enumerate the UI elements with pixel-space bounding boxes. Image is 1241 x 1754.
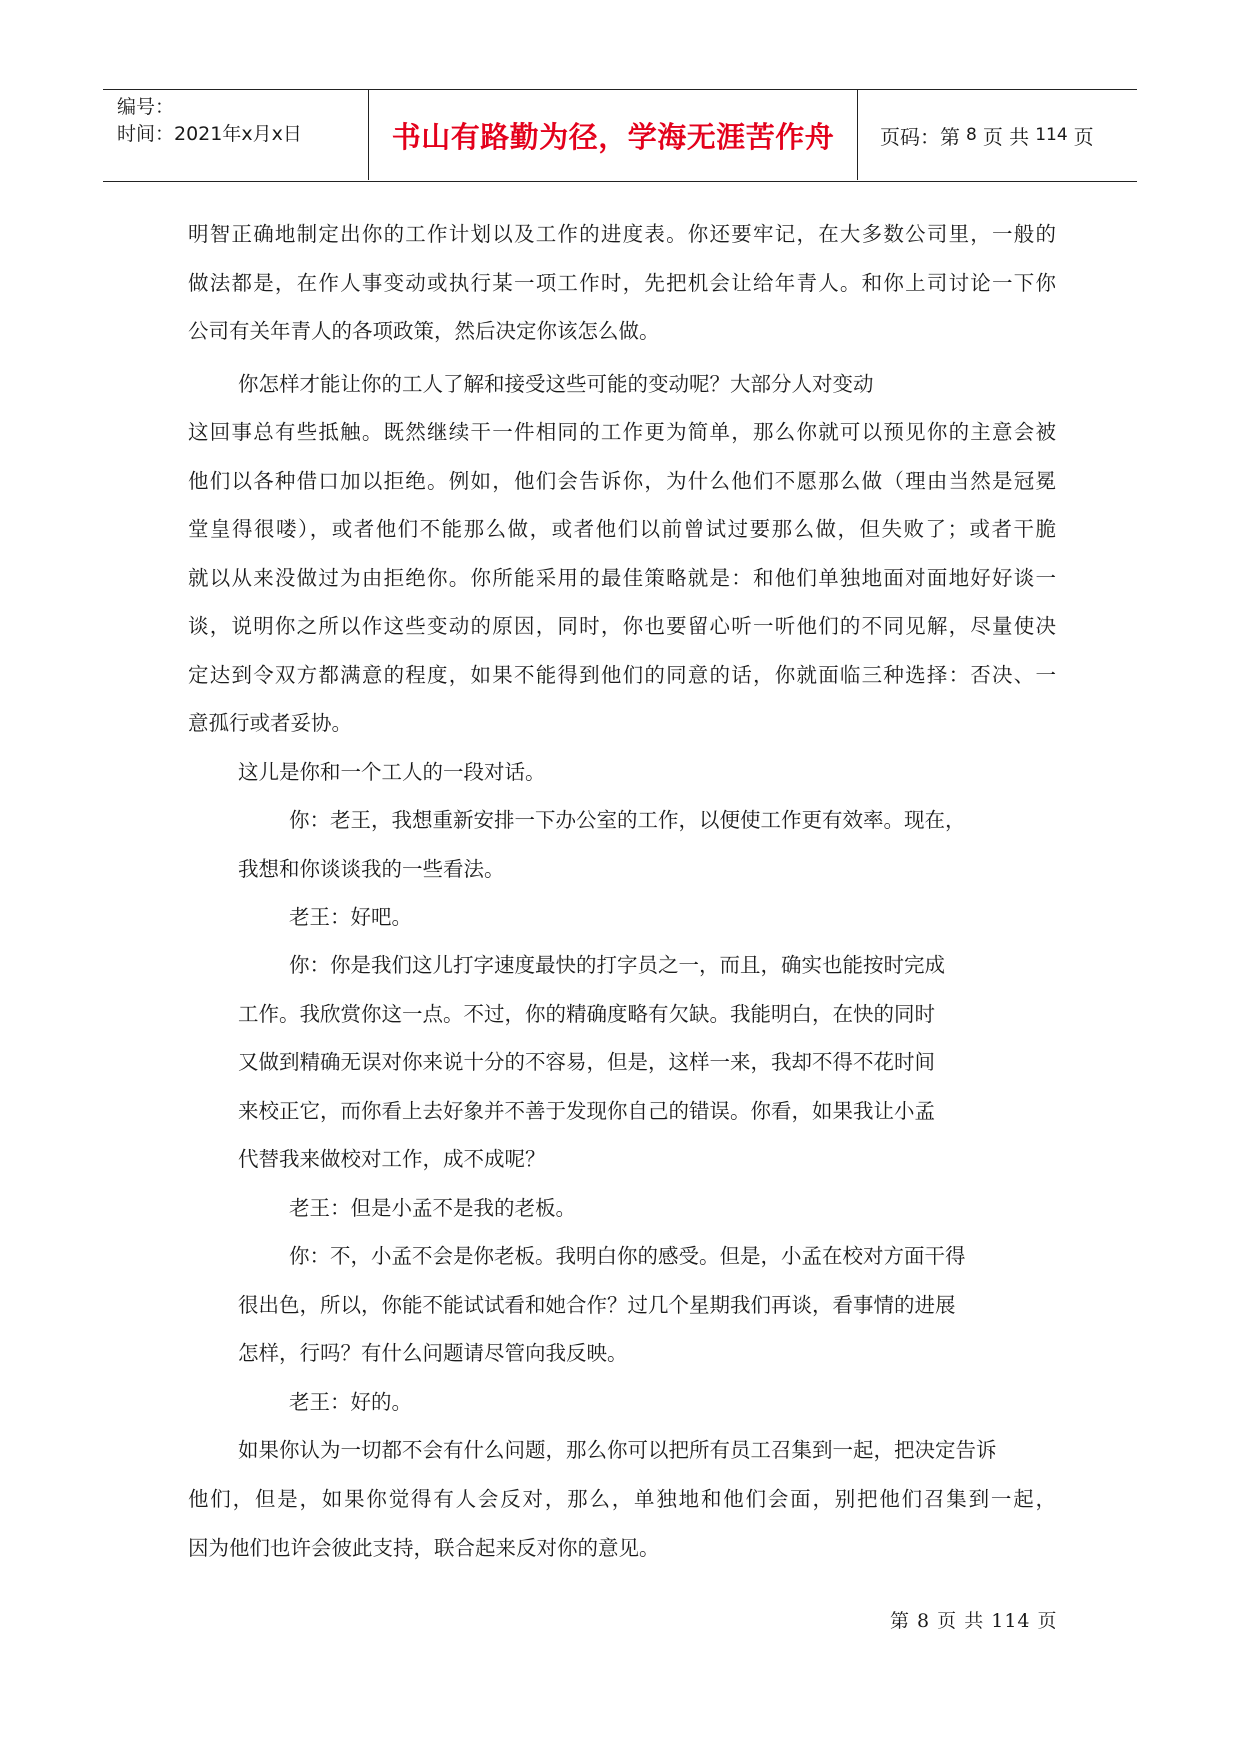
- text-line: 定达到令双方都满意的程度，如果不能得到他们的同意的话，你就面临三种选择：否决、一: [188, 662, 1056, 687]
- page-current: 8: [966, 125, 977, 145]
- dialogue-3-line: 工作。我欣赏你这一点。不过，你的精确度略有欠缺。我能明白，在快的同时: [238, 1002, 935, 1026]
- text-line: 做法都是，在作人事变动或执行某一项工作时，先把机会让给年青人。和你上司讨论一下你: [188, 270, 1056, 295]
- document-number-label: 编号：: [117, 96, 175, 118]
- dialogue-2: 老王：好吧。: [289, 905, 412, 929]
- page-prefix: 页码：第: [880, 124, 960, 149]
- dialogue-6: 老王：好的。: [289, 1390, 412, 1414]
- page-suffix: 页: [1073, 124, 1094, 149]
- text-line: 就以从来没做过为由拒绝你。你所能采用的最佳策略就是：和他们单独地面对面地好好谈一: [188, 565, 1056, 590]
- text-line: 公司有关年青人的各项政策，然后决定你该怎么做。: [188, 319, 660, 343]
- dialogue-3-line: 又做到精确无误对你来说十分的不容易，但是，这样一来，我却不得不花时间: [238, 1050, 935, 1074]
- text-line: 他们以各种借口加以拒绝。例如，他们会告诉你，为什么他们不愿那么做（理由当然是冠冕: [188, 468, 1056, 493]
- paragraph-1: [188, 210, 1056, 356]
- page-header: [103, 89, 1137, 182]
- dialogue-5-line: 怎样，行吗？有什么问题请尽管向我反映。: [238, 1341, 628, 1365]
- page-total: 114: [1035, 125, 1068, 145]
- text-line: 明智正确地制定出你的工作计划以及工作的进度表。你还要牢记，在大多数公司里，一般的: [188, 222, 1056, 246]
- paragraph-2-first-line: 你怎样才能让你的工人了解和接受这些可能的变动呢？大部分人对变动: [238, 372, 874, 396]
- header-meta: [117, 94, 357, 148]
- dialogue-3-line: 代替我来做校对工作，成不成呢？: [238, 1147, 546, 1171]
- text-line: 堂皇得很喽），或者他们不能那么做，或者他们以前曾试过要那么做，但失败了；或者干脆: [188, 517, 1056, 541]
- page-mid: 页 共: [982, 124, 1030, 149]
- dialogue-5-line: 很出色，所以，你能不能试试看和她合作？过几个星期我们再谈，看事情的进展: [238, 1293, 956, 1317]
- dialogue-3-first-line: 你：你是我们这儿打字速度最快的打字员之一，而且，确实也能按时完成: [289, 953, 945, 977]
- paragraph-4-first-line: 如果你认为一切都不会有什么问题，那么你可以把所有员工召集到一起，把决定告诉: [238, 1438, 997, 1462]
- dialogue-1-first-line: 你：老王，我想重新安排一下办公室的工作，以便使工作更有效率。现在，: [289, 808, 966, 832]
- dialogue-3-line: 来校正它，而你看上去好象并不善于发现你自己的错误。你看，如果我让小孟: [238, 1099, 935, 1123]
- paragraph-4: [188, 1475, 1056, 1572]
- text-line: 谈，说明你之所以作这些变动的原因，同时，你也要留心听一听他们的不同见解，尽量使决: [188, 614, 1056, 638]
- text-line: 他们，但是，如果你觉得有人会反对，那么，单独地和他们会面，别把他们召集到一起，: [188, 1487, 1056, 1511]
- text-line: 意孤行或者妥协。: [188, 711, 352, 735]
- paragraph-3: 这儿是你和一个工人的一段对话。: [238, 760, 546, 784]
- text-line: 因为他们也许会彼此支持，联合起来反对你的意见。: [188, 1535, 660, 1560]
- page-footer: 第 8 页 共 114 页: [890, 1610, 1058, 1632]
- text-line: 这回事总有些抵触。既然继续干一件相同的工作更为简单，那么你就可以预见你的主意会被: [188, 420, 1056, 444]
- dialogue-1-second-line: 我想和你谈谈我的一些看法。: [238, 857, 505, 881]
- dialogue-4: 老王：但是小孟不是我的老板。: [289, 1196, 576, 1220]
- document-time: 时间：2021年x月x日: [117, 123, 302, 145]
- header-page-info: [871, 90, 1137, 180]
- header-motto: 书山有路勤为径，学海无涯苦作舟: [368, 90, 858, 180]
- dialogue-5-first-line: 你：不，小孟不会是你老板。我明白你的感受。但是，小孟在校对方面干得: [289, 1244, 966, 1268]
- paragraph-2: [188, 408, 1056, 748]
